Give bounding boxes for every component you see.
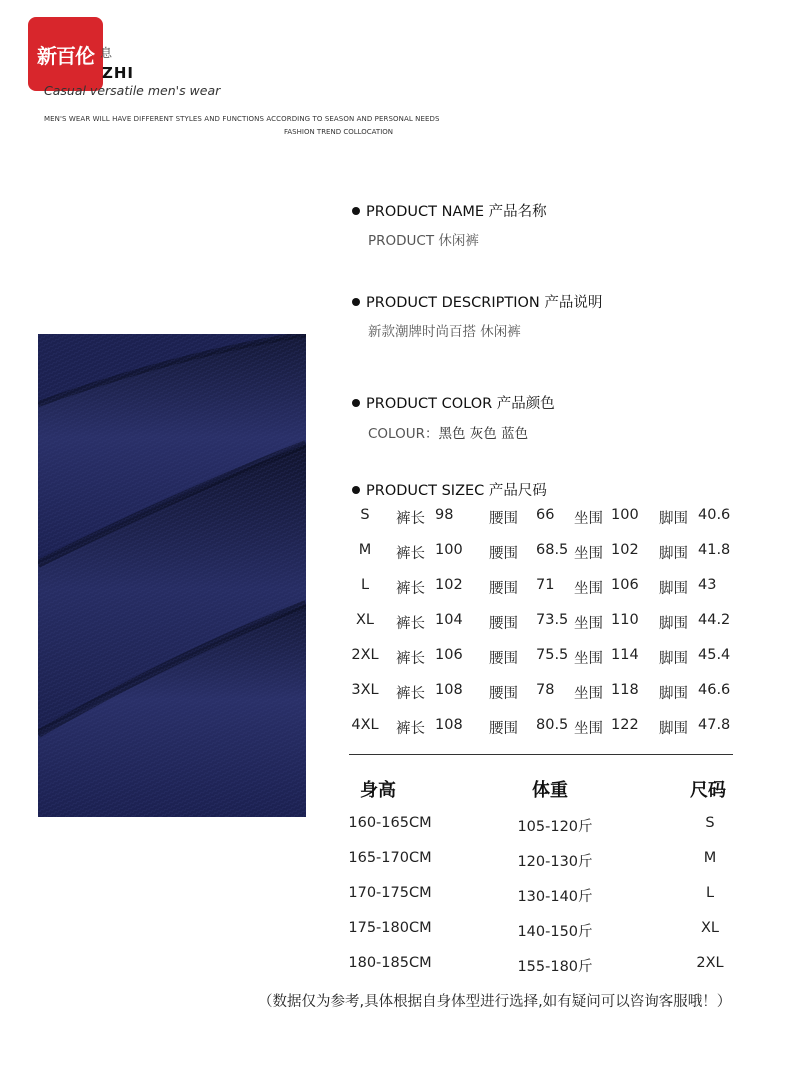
size-cell-f-label: 脚围: [659, 546, 688, 562]
size-cell-h: 100: [611, 507, 639, 523]
size-cell-size: S: [360, 507, 370, 523]
size-cell-h-label: 坐围: [574, 721, 603, 737]
size-cell-w-label: 腰围: [489, 651, 518, 667]
bullet-icon: [352, 298, 360, 306]
fit-row: [330, 920, 750, 940]
size-cell-h: 114: [611, 647, 639, 663]
size-cell-size: L: [360, 577, 370, 593]
fit-cell-weight: 105-120斤: [517, 819, 593, 835]
size-cell-h-label: 坐围: [574, 686, 603, 702]
size-cell-h: 110: [611, 612, 639, 628]
size-cell-size: 3XL: [351, 682, 379, 698]
size-cell-l: 98: [435, 507, 454, 523]
fit-cell-weight: 140-150斤: [517, 924, 593, 940]
size-row: [350, 647, 750, 667]
fit-cell-size: S: [705, 815, 715, 831]
size-cell-w: 78: [536, 682, 555, 698]
product-name-title: PRODUCT NAME 产品名称: [352, 200, 547, 221]
size-cell-h-label: 坐围: [574, 581, 603, 597]
size-cell-f-label: 脚围: [659, 651, 688, 667]
size-cell-h-label: 坐围: [574, 651, 603, 667]
product-size-title: PRODUCT SIZEC 产品尺码: [352, 479, 547, 500]
size-cell-f: 43: [698, 577, 717, 593]
fit-cell-weight: 130-140斤: [517, 889, 593, 905]
size-cell-f-label: 脚围: [659, 721, 688, 737]
size-row: [350, 682, 750, 702]
fit-cell-weight: 120-130斤: [517, 854, 593, 870]
fit-row: [330, 885, 750, 905]
size-cell-l: 102: [435, 577, 463, 593]
fit-cell-weight: 155-180斤: [517, 959, 593, 975]
size-cell-f: 47.8: [698, 717, 731, 733]
size-cell-h-label: 坐围: [574, 616, 603, 632]
size-cell-h-label: 坐围: [574, 546, 603, 562]
fit-header-height: 身高: [360, 780, 396, 801]
fit-row: [330, 850, 750, 870]
product-color-value: COLOUR：黑色 灰色 蓝色: [368, 426, 529, 442]
size-cell-w-label: 腰围: [489, 546, 518, 562]
size-cell-w-label: 腰围: [489, 686, 518, 702]
size-cell-l: 104: [435, 612, 463, 628]
size-cell-w: 75.5: [536, 647, 569, 663]
size-cell-h: 102: [611, 542, 639, 558]
size-cell-l: 108: [435, 682, 463, 698]
size-cell-w-label: 腰围: [489, 581, 518, 597]
size-cell-f-label: 脚围: [659, 686, 688, 702]
size-cell-w-label: 腰围: [489, 721, 518, 737]
size-cell-f: 40.6: [698, 507, 731, 523]
size-cell-l: 106: [435, 647, 463, 663]
fit-cell-size: M: [703, 850, 717, 866]
size-cell-w: 68.5: [536, 542, 569, 558]
brand-top-text: 息: [100, 46, 113, 60]
fit-cell-height: 160-165CM: [348, 815, 432, 831]
size-row: [350, 612, 750, 632]
fit-header-weight: 体重: [532, 780, 568, 801]
fit-row: [330, 815, 750, 835]
size-cell-w: 73.5: [536, 612, 569, 628]
size-cell-l-label: 裤长: [396, 511, 425, 527]
size-cell-size: 2XL: [351, 647, 379, 663]
size-cell-l: 108: [435, 717, 463, 733]
product-description-title: PRODUCT DESCRIPTION 产品说明: [352, 291, 602, 312]
brand-name: ZHI: [102, 64, 135, 82]
size-cell-f: 44.2: [698, 612, 731, 628]
size-cell-h: 122: [611, 717, 639, 733]
size-row: [350, 577, 750, 597]
size-cell-w-label: 腰围: [489, 616, 518, 632]
bullet-icon: [352, 207, 360, 215]
divider: [349, 754, 733, 755]
fit-cell-size: XL: [700, 920, 719, 936]
size-cell-l: 100: [435, 542, 463, 558]
size-cell-l-label: 裤长: [396, 686, 425, 702]
size-row: [350, 542, 750, 562]
bullet-icon: [352, 399, 360, 407]
product-color-title: PRODUCT COLOR 产品颜色: [352, 392, 555, 413]
size-cell-l-label: 裤长: [396, 546, 425, 562]
fit-cell-size: L: [705, 885, 715, 901]
product-description-value: 新款潮牌时尚百搭 休闲裤: [368, 324, 521, 340]
size-cell-l-label: 裤长: [396, 616, 425, 632]
size-cell-w: 71: [536, 577, 555, 593]
size-cell-size: 4XL: [351, 717, 379, 733]
size-cell-h: 118: [611, 682, 639, 698]
brand-tagline: MEN'S WEAR WILL HAVE DIFFERENT STYLES AND FUNCTIONS ACCORDING TO SEASON AND PERSONAL NEEDS: [44, 115, 440, 123]
brand-logo-badge: 新百伦: [28, 17, 103, 91]
fit-header-size: 尺码: [690, 780, 726, 801]
size-cell-l-label: 裤长: [396, 651, 425, 667]
size-cell-w-label: 腰围: [489, 511, 518, 527]
size-cell-size: XL: [355, 612, 374, 628]
size-cell-f-label: 脚围: [659, 581, 688, 597]
size-cell-f: 41.8: [698, 542, 731, 558]
size-cell-f-label: 脚围: [659, 511, 688, 527]
size-cell-h: 106: [611, 577, 639, 593]
fit-cell-height: 175-180CM: [348, 920, 432, 936]
brand-subtitle: Casual versatile men's wear: [44, 83, 221, 98]
size-cell-h-label: 坐围: [574, 511, 603, 527]
size-cell-l-label: 裤长: [396, 581, 425, 597]
fit-cell-size: 2XL: [696, 955, 724, 971]
size-note: （数据仅为参考,具体根据自身体型进行选择,如有疑问可以咨询客服哦！）: [258, 994, 732, 1010]
size-cell-w: 66: [536, 507, 555, 523]
bullet-icon: [352, 486, 360, 494]
fit-cell-height: 165-170CM: [348, 850, 432, 866]
size-row: [350, 717, 750, 737]
size-cell-f: 45.4: [698, 647, 731, 663]
size-cell-f-label: 脚围: [659, 616, 688, 632]
fit-row: [330, 955, 750, 975]
size-cell-size: M: [358, 542, 372, 558]
size-row: [350, 507, 750, 527]
brand-tagline-secondary: FASHION TREND COLLOCATION: [284, 128, 394, 136]
fit-cell-height: 170-175CM: [348, 885, 432, 901]
product-name-value: PRODUCT 休闲裤: [368, 233, 479, 249]
size-cell-l-label: 裤长: [396, 721, 425, 737]
size-cell-f: 46.6: [698, 682, 731, 698]
size-cell-w: 80.5: [536, 717, 569, 733]
fabric-closeup-image: [38, 334, 306, 817]
fit-cell-height: 180-185CM: [348, 955, 432, 971]
